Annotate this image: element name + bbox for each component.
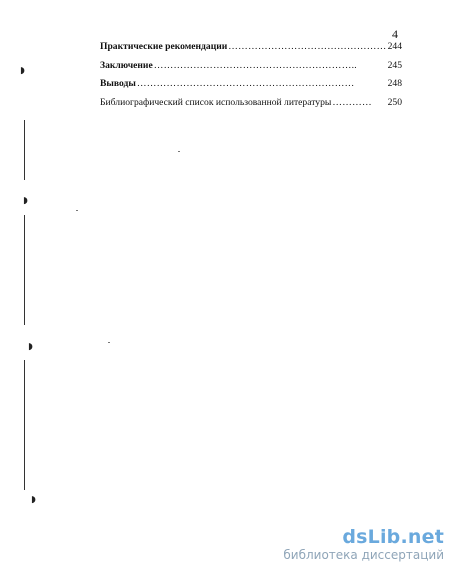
toc-entry-title: Библиографический список использованной литературы [100, 96, 332, 108]
toc-entry-bibliography[interactable] [100, 96, 402, 115]
dslib-watermark[interactable] [274, 527, 444, 563]
watermark-logo: dsLib.net [342, 526, 444, 548]
page-number: 4 [392, 27, 398, 41]
toc-entry-recommendations[interactable] [100, 40, 402, 59]
toc-leader-dots: ………………………………………………………… [136, 78, 355, 89]
toc-entry-page: 248 [387, 78, 402, 89]
toc-entry-conclusion[interactable] [100, 59, 402, 78]
toc-leader-dots: …………………………………………………….. [153, 59, 357, 71]
table-of-contents [100, 40, 402, 114]
toc-entry-findings[interactable] [100, 77, 402, 96]
toc-entry-title: Заключение [100, 59, 153, 71]
toc-leader-dots: ………………………………………… [228, 41, 387, 52]
scan-speck [76, 210, 78, 211]
toc-entry-page: 244 [387, 41, 402, 52]
toc-entry-title: Практические рекомендации [100, 41, 228, 52]
toc-entry-page: 250 [387, 96, 402, 108]
punch-hole-mark: ◗ [23, 196, 28, 206]
toc-entry-title: Выводы [100, 78, 136, 89]
scan-binding-line [24, 360, 25, 490]
scan-binding-line [24, 215, 25, 325]
punch-hole-mark: ◗ [20, 66, 25, 76]
watermark-tagline: библиотека диссертаций [283, 548, 444, 562]
scan-speck [108, 342, 110, 343]
toc-entry-page: 245 [387, 59, 402, 71]
scan-binding-line [24, 120, 25, 180]
toc-leader-dots: ………… [332, 96, 372, 108]
scan-speck [178, 151, 180, 152]
punch-hole-mark: ◗ [31, 495, 36, 505]
punch-hole-mark: ◗ [28, 342, 33, 352]
